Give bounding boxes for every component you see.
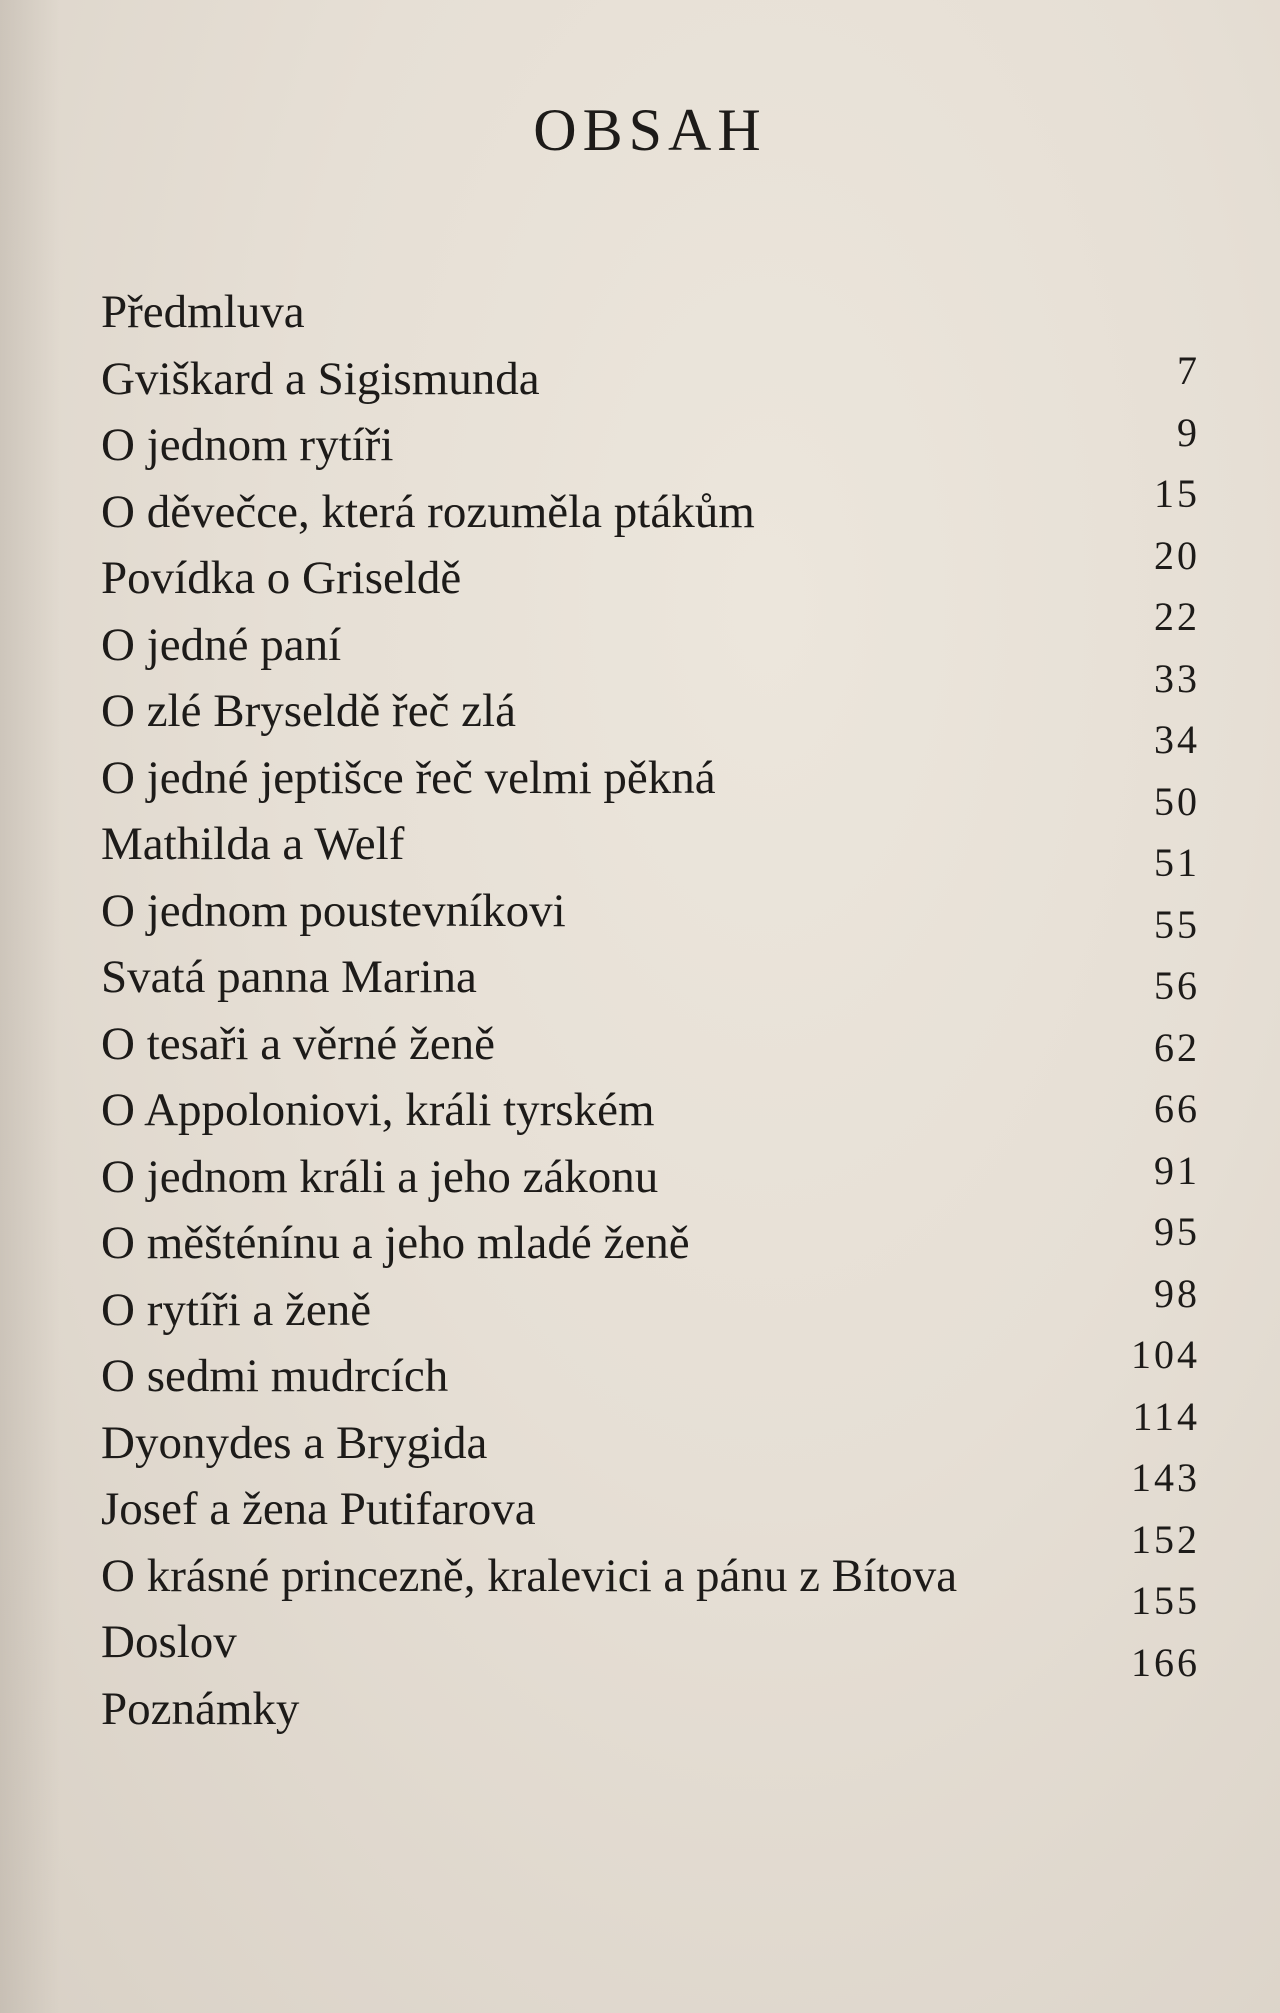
toc-entry: Povídka o Griseldě (101, 552, 462, 604)
page-number: 91 (1154, 1147, 1200, 1193)
toc-entry: Josef a žena Putifarova (101, 1483, 536, 1535)
page-number: 7 (1177, 348, 1200, 393)
toc-entry: O zlé Bryseldě řeč zlá (101, 685, 516, 737)
page-number: 20 (1154, 532, 1200, 578)
toc-entry: O měšténínu a jeho mladé ženě (101, 1217, 690, 1269)
page-number: 62 (1154, 1024, 1200, 1070)
toc-entry: O jednom poustevníkovi (101, 884, 566, 937)
toc-entry: O Appoloniovi, králi tyrském (101, 1084, 655, 1136)
page-number: 114 (1132, 1393, 1200, 1439)
page-number: 55 (1154, 901, 1200, 947)
toc-entry: O jednom králi a jeho zákonu (101, 1150, 659, 1203)
page-number: 34 (1154, 717, 1200, 762)
page-number: 66 (1154, 1086, 1200, 1131)
page-number: 155 (1131, 1578, 1200, 1623)
page-number: 50 (1154, 778, 1200, 824)
toc-page-numbers (1100, 340, 1200, 1693)
toc-entry: Doslov (101, 1616, 237, 1668)
page-number: 15 (1154, 471, 1200, 516)
page-gutter-shadow (0, 0, 60, 2013)
page-number: 95 (1154, 1209, 1200, 1254)
toc-entry: Poznámky (101, 1682, 300, 1735)
page-number: 143 (1131, 1455, 1200, 1500)
page-number: 166 (1131, 1639, 1200, 1685)
page-number: 33 (1154, 655, 1200, 701)
toc-entry: O sedmi mudrcích (101, 1350, 449, 1402)
toc-entry: O jedné paní (101, 618, 342, 671)
toc-entry: O tesaři a věrné ženě (101, 1017, 496, 1070)
page-number: 22 (1154, 594, 1200, 639)
toc-entry: O krásné princezně, kralevici a pánu z Bítova (101, 1549, 958, 1602)
toc-entry: Gviškard a Sigismunda (101, 352, 540, 405)
page-number: 98 (1154, 1270, 1200, 1316)
toc-entry: Mathilda a Welf (101, 818, 405, 870)
page-title: OBSAH (533, 97, 767, 163)
toc-entry: Předmluva (101, 286, 305, 338)
toc-entries (101, 279, 1201, 1742)
toc-entry: O děvečce, která rozuměla ptákům (101, 485, 755, 538)
page-number: 56 (1154, 963, 1200, 1008)
toc-entry: O jednom rytíři (101, 419, 394, 471)
page-number: 9 (1177, 409, 1200, 455)
toc-entry: O rytíři a ženě (101, 1283, 372, 1336)
page-number: 152 (1131, 1516, 1200, 1562)
toc-entry: Dyonydes a Brygida (101, 1416, 488, 1469)
toc-entry: O jedné jeptišce řeč velmi pěkná (101, 751, 716, 804)
page-number: 51 (1154, 840, 1200, 885)
page-number: 104 (1131, 1332, 1200, 1377)
toc-entry: Svatá panna Marina (101, 951, 477, 1003)
